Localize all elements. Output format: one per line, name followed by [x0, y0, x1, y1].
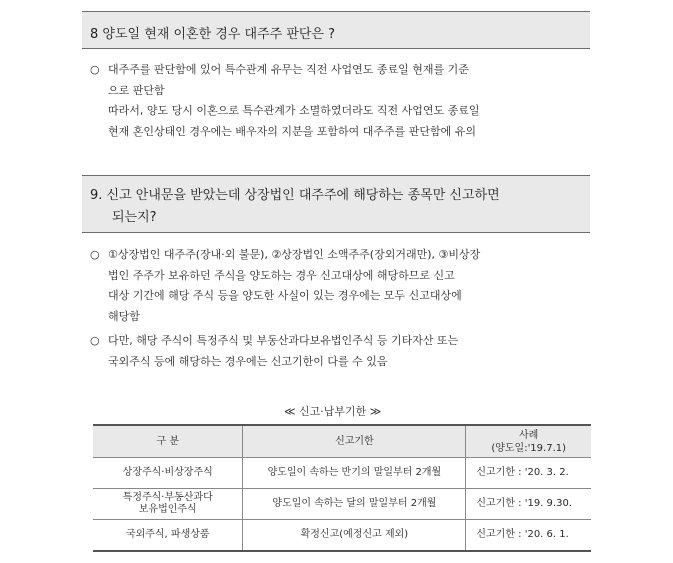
table-row	[93, 458, 591, 489]
question-9-title-line1: 9. 신고 안내문을 받았는데 상장법인 대주주에 해당하는 종목만 신고하면	[90, 188, 500, 203]
answer-9-bullet-2: ○ 다만, 해당 주식이 특정주식 및 부동산과다보유법인주식 등 기타자산 또는 국외주식 등에 해당하는 경우에는 신고기한이 다를 수 있음	[82, 331, 594, 372]
table-row	[93, 489, 591, 520]
header-category: 구 분	[93, 425, 243, 458]
answer-9	[82, 245, 594, 372]
answer-8-bullet: ○ 대주주를 판단함에 있어 특수관계 유무는 직전 사업연도 종료일 현재를 기준 으로 판단함	[82, 60, 594, 101]
bullet-circle-icon: ○	[90, 334, 100, 347]
answer-8	[82, 60, 594, 142]
table-caption: ≪ 신고·납부기한 ≫	[284, 405, 382, 418]
table-row	[93, 520, 591, 552]
question-8-title: 8 양도일 현재 이혼한 경우 대주주 판단은 ?	[90, 27, 336, 42]
cell-example: 신고기한 : '19. 9.30.	[466, 489, 591, 520]
table-header-row	[93, 425, 591, 458]
answer-9-bullet-1: ○ ①상장법인 대주주(장내·외 불문), ②상장법인 소액주주(장외거래만), ③비상장 법인 주주가 보유하던 주식을 양도하는 경우 신고대상에 해당하므로 신고 대상 기간에 해당 주식 등을 양도한 사실이 있는 경우에는 모두 신고대상에 해당함	[82, 245, 594, 327]
cell-deadline: 양도일이 속하는 달의 말일부터 2개월	[243, 489, 466, 520]
cell-deadline: 확정신고(예정신고 제외)	[243, 520, 466, 552]
header-deadline: 신고기한	[243, 425, 466, 458]
cell-example: 신고기한 : '20. 6. 1.	[466, 520, 591, 552]
cell-category: 특정주식·부동산과다 보유법인주식	[93, 489, 243, 520]
header-example: 사례 (양도일:'19.7.1)	[466, 425, 591, 458]
question-8-header	[82, 11, 590, 49]
cell-category: 국외주식, 파생상품	[93, 520, 243, 552]
question-9-title-line2: 되는지?	[112, 210, 157, 225]
cell-example: 신고기한 : '20. 3. 2.	[466, 458, 591, 489]
deadline-table	[93, 424, 591, 552]
cell-deadline: 양도일이 속하는 반기의 말일부터 2개월	[243, 458, 466, 489]
question-9-header	[82, 175, 590, 233]
answer-8-note: 따라서, 양도 당시 이혼으로 특수관계가 소멸하였더라도 직전 사업연도 종료일 현재 혼인상태인 경우에는 배우자의 지분을 포함하여 대주주를 판단함에 유의	[108, 104, 480, 138]
cell-category: 상장주식·비상장주식	[93, 458, 243, 489]
bullet-circle-icon: ○	[90, 63, 100, 76]
bullet-circle-icon: ○	[90, 248, 100, 261]
